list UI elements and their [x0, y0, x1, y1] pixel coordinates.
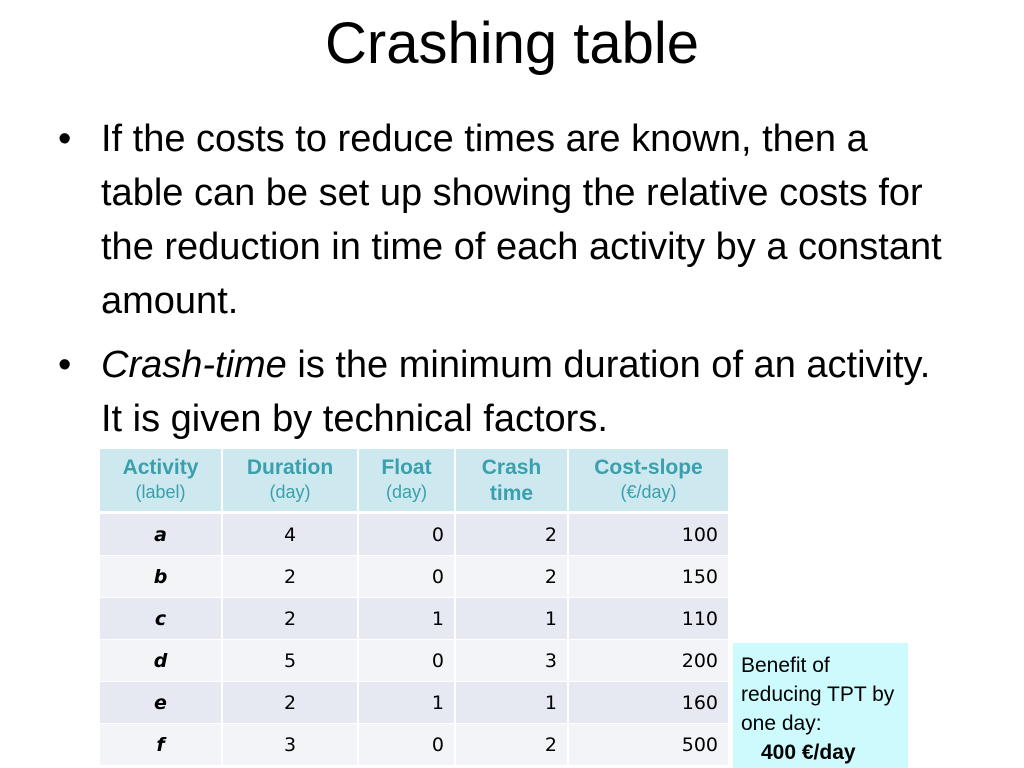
bullet-dot-icon: •: [58, 118, 72, 160]
crashing-table: [100, 449, 730, 766]
bullet-list: [58, 112, 958, 456]
cell-activity: e: [100, 682, 223, 724]
cell-crash-time: 1: [456, 682, 569, 724]
header-main: Crash time: [481, 456, 542, 505]
cell-cost-slope: 110: [569, 598, 730, 640]
cell-activity: d: [100, 640, 223, 682]
header-main: Activity: [122, 456, 199, 479]
cell-cost-slope: 100: [569, 514, 730, 556]
cell-crash-time: 2: [456, 556, 569, 598]
cell-cost-slope: 160: [569, 682, 730, 724]
cell-duration: 2: [223, 682, 359, 724]
benefit-text: Benefit of reducing TPT by one day:: [741, 654, 895, 735]
bullet-text: is the minimum duration of an activity. It is given by technical factors.: [101, 344, 931, 440]
column-header-crash-time: [456, 449, 569, 514]
cell-crash-time: 2: [456, 514, 569, 556]
cell-activity: a: [100, 514, 223, 556]
bullet-dot-icon: •: [58, 344, 72, 386]
cell-crash-time: 1: [456, 598, 569, 640]
cell-duration: 3: [223, 724, 359, 766]
cell-duration: 5: [223, 640, 359, 682]
cell-float: 1: [359, 682, 456, 724]
cell-duration: 2: [223, 598, 359, 640]
header-unit: (day): [269, 482, 311, 502]
benefit-value: 400 €/day: [761, 741, 856, 764]
cell-cost-slope: 150: [569, 556, 730, 598]
bullet-text: If the costs to reduce times are known, then a table can be set up showing the relative costs for the reduction in time of each activity by a constant amount.: [101, 118, 942, 322]
table-row: [100, 724, 730, 766]
cell-float: 0: [359, 514, 456, 556]
table-row: [100, 514, 730, 556]
bullet-emphasis: Crash-time: [101, 344, 287, 386]
cell-crash-time: 3: [456, 640, 569, 682]
column-header-cost-slope: [569, 449, 730, 514]
column-header-duration: [223, 449, 359, 514]
cell-activity: c: [100, 598, 223, 640]
cell-crash-time: 2: [456, 724, 569, 766]
cell-duration: 2: [223, 556, 359, 598]
header-unit: (label): [135, 482, 186, 502]
table-row: [100, 598, 730, 640]
table-row: [100, 640, 730, 682]
table-header-row: [100, 449, 730, 514]
table-row: [100, 556, 730, 598]
slide-title: Crashing table: [325, 11, 699, 76]
bullet-item-costs: [58, 112, 958, 328]
cell-activity: f: [100, 724, 223, 766]
cell-cost-slope: 500: [569, 724, 730, 766]
cell-cost-slope: 200: [569, 640, 730, 682]
bullet-item-crash-time: [58, 338, 958, 446]
cell-float: 0: [359, 724, 456, 766]
benefit-callout: [733, 643, 908, 768]
column-header-float: [359, 449, 456, 514]
cell-activity: b: [100, 556, 223, 598]
header-main: Cost-slope: [594, 456, 703, 479]
table-row: [100, 682, 730, 724]
header-main: Float: [381, 456, 432, 479]
header-unit: (day): [385, 482, 427, 502]
cell-duration: 4: [223, 514, 359, 556]
column-header-activity: [100, 449, 223, 514]
header-main: Duration: [246, 456, 334, 479]
cell-float: 1: [359, 598, 456, 640]
cell-float: 0: [359, 556, 456, 598]
header-unit: (€/day): [620, 482, 677, 502]
cell-float: 0: [359, 640, 456, 682]
